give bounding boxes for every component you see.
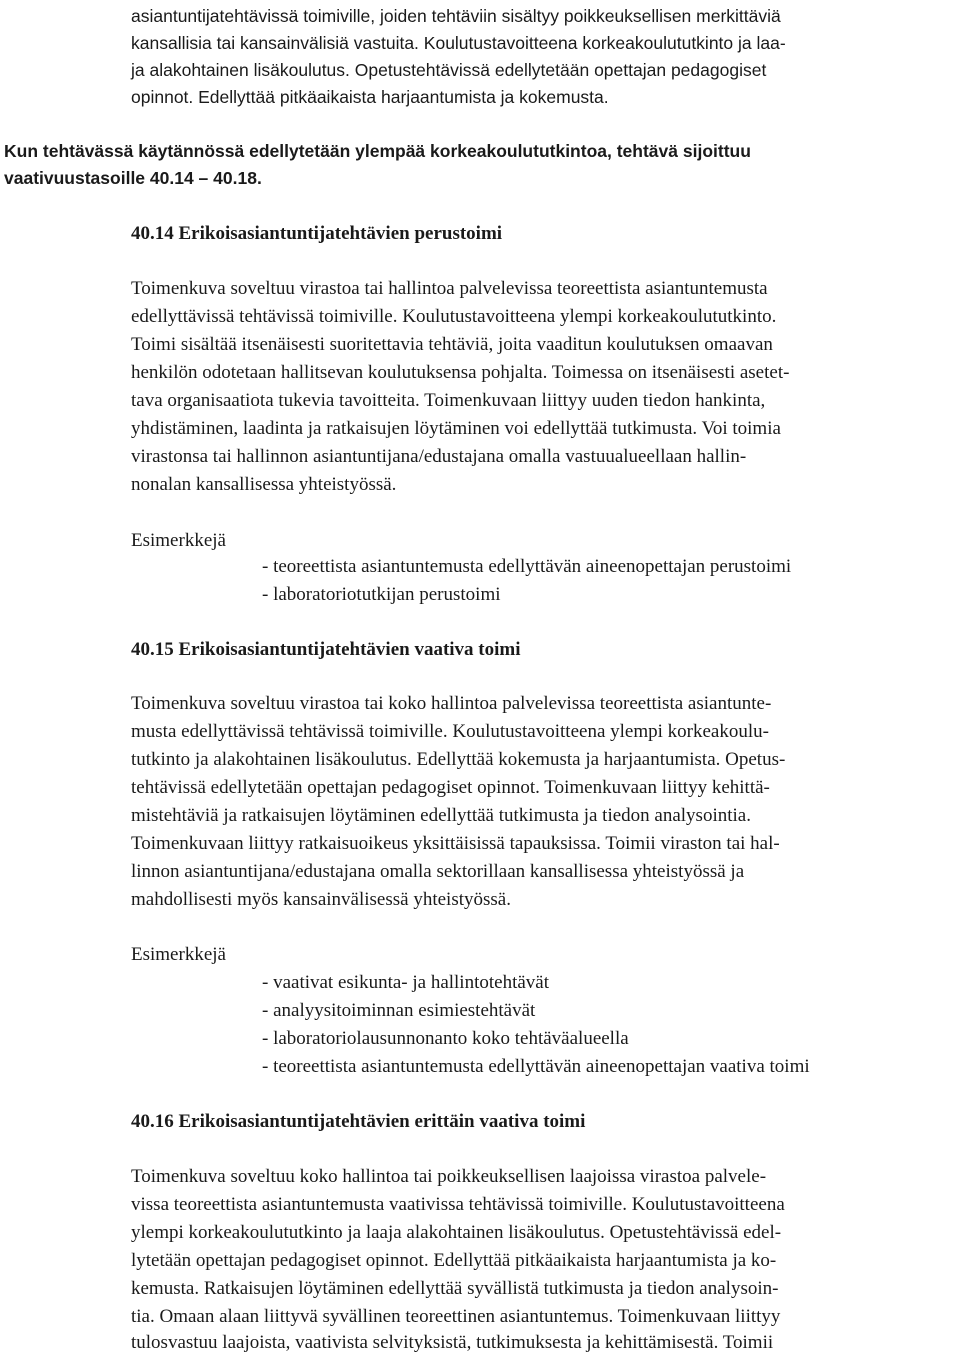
- body-line: tutkinto ja alakohtainen lisäkoulutus. Edellyttää kokemusta ja harjaantumista. Opetus-: [131, 749, 786, 770]
- body-line: Toimenkuva soveltuu virastoa tai koko hallintoa palvelevissa teoreettista asiantunte-: [131, 693, 772, 714]
- body-line: ylempi korkeakoulututkinto ja laaja alakohtainen lisäkoulutus. Opetustehtävissä edel-: [131, 1222, 782, 1243]
- section-heading: 40.16 Erikoisasiantuntijatehtävien erittäin vaativa toimi: [131, 1111, 586, 1132]
- example-item: - teoreettista asiantuntemusta edellyttävän aineenopettajan perustoimi: [262, 556, 792, 577]
- body-line: vissa teoreettista asiantuntemusta vaativissa tehtävissä toimiville. Koulutustavoitteena: [131, 1194, 785, 1215]
- intro-line: asiantuntijatehtävissä toimiville, joiden tehtäviin sisältyy poikkeuksellisen merkittäviä: [131, 6, 781, 26]
- body-line: tulosvastuu laajoista, vaativista selvityksistä, tutkimuksesta ja kehittämisestä. Toimii: [131, 1332, 774, 1353]
- body-line: mistehtäviä ja ratkaisujen löytäminen edellyttää tutkimusta ja tiedon analysointia.: [131, 805, 751, 826]
- body-line: linnon asiantuntijana/edustajana omalla sektorillaan kansallisessa yhteistyössä ja: [131, 861, 745, 882]
- body-line: tia. Omaan alaan liittyvä syvällinen teoreettinen asiantuntemus. Toimenkuvaan liittyy: [131, 1306, 781, 1327]
- body-line: edellyttävissä tehtävissä toimiville. Koulutustavoitteena ylempi korkeakoulututkinto.: [131, 306, 777, 327]
- example-item: - laboratoriolausunnonanto koko tehtäväalueella: [262, 1028, 629, 1049]
- example-item: - teoreettista asiantuntemusta edellyttävän aineenopettajan vaativa toimi: [262, 1056, 810, 1077]
- body-line: Toimi sisältää itsenäisesti suoritettavia tehtäviä, joita vaaditun koulutuksen omaavan: [131, 334, 773, 355]
- body-line: Toimenkuvaan liittyy ratkaisuoikeus yksittäisissä tapauksissa. Toimii viraston tai hal-: [131, 833, 780, 854]
- example-item: - laboratoriotutkijan perustoimi: [262, 584, 501, 605]
- intro-line: opinnot. Edellyttää pitkäaikaista harjaantumista ja kokemusta.: [131, 87, 609, 107]
- body-line: yhdistäminen, laadinta ja ratkaisujen löytäminen voi edellyttää tutkimusta. Voi toimia: [131, 418, 781, 439]
- example-item: - analyysitoiminnan esimiestehtävät: [262, 1000, 536, 1021]
- body-line: kemusta. Ratkaisujen löytäminen edellyttää syvällistä tutkimusta ja tiedon analysoin-: [131, 1278, 779, 1299]
- body-line: virastonsa tai hallinnon asiantuntijana/edustajana omalla vastuualueellaan hallin-: [131, 446, 747, 467]
- body-line: musta edellyttävissä tehtävissä toimiville. Koulutustavoitteena ylempi korkeakoulu-: [131, 721, 769, 742]
- body-line: henkilön odotetaan hallitsevan koulutuksensa pohjalta. Toimessa on itsenäisesti asetet-: [131, 362, 790, 383]
- examples-label: Esimerkkejä: [131, 944, 226, 965]
- note-line: vaativuustasoille 40.14 – 40.18.: [4, 168, 262, 188]
- body-line: Toimenkuva soveltuu virastoa tai hallintoa palvelevissa teoreettista asiantuntemusta: [131, 278, 768, 299]
- section-heading: 40.14 Erikoisasiantuntijatehtävien perustoimi: [131, 223, 503, 244]
- body-line: mahdollisesti myös kansainvälisessä yhteistyössä.: [131, 889, 511, 910]
- examples-label: Esimerkkejä: [131, 530, 226, 551]
- body-line: Toimenkuva soveltuu koko hallintoa tai poikkeuksellisen laajoissa virastoa palvele-: [131, 1166, 767, 1187]
- section-heading: 40.15 Erikoisasiantuntijatehtävien vaativa toimi: [131, 639, 521, 660]
- body-line: lytetään opettajan pedagogiset opinnot. Edellyttää pitkäaikaista harjaantumista ja ko-: [131, 1250, 777, 1271]
- note-line: Kun tehtävässä käytännössä edellytetään ylempää korkeakoulututkintoa, tehtävä sijoittuu: [4, 141, 751, 161]
- example-item: - vaativat esikunta- ja hallintotehtävät: [262, 972, 550, 993]
- body-line: nonalan kansallisessa yhteistyössä.: [131, 474, 397, 495]
- intro-line: ja alakohtainen lisäkoulutus. Opetustehtävissä edellytetään opettajan pedagogiset: [131, 60, 767, 80]
- intro-line: kansallisia tai kansainvälisiä vastuita. Koulutustavoitteena korkeakoulututkinto ja laa-: [131, 33, 786, 53]
- body-line: tehtävissä edellytetään opettajan pedagogiset opinnot. Toimenkuvaan liittyy kehittä-: [131, 777, 770, 798]
- body-line: tava organisaatiota tukevia tavoitteita. Toimenkuvaan liittyy uuden tiedon hankinta,: [131, 390, 766, 411]
